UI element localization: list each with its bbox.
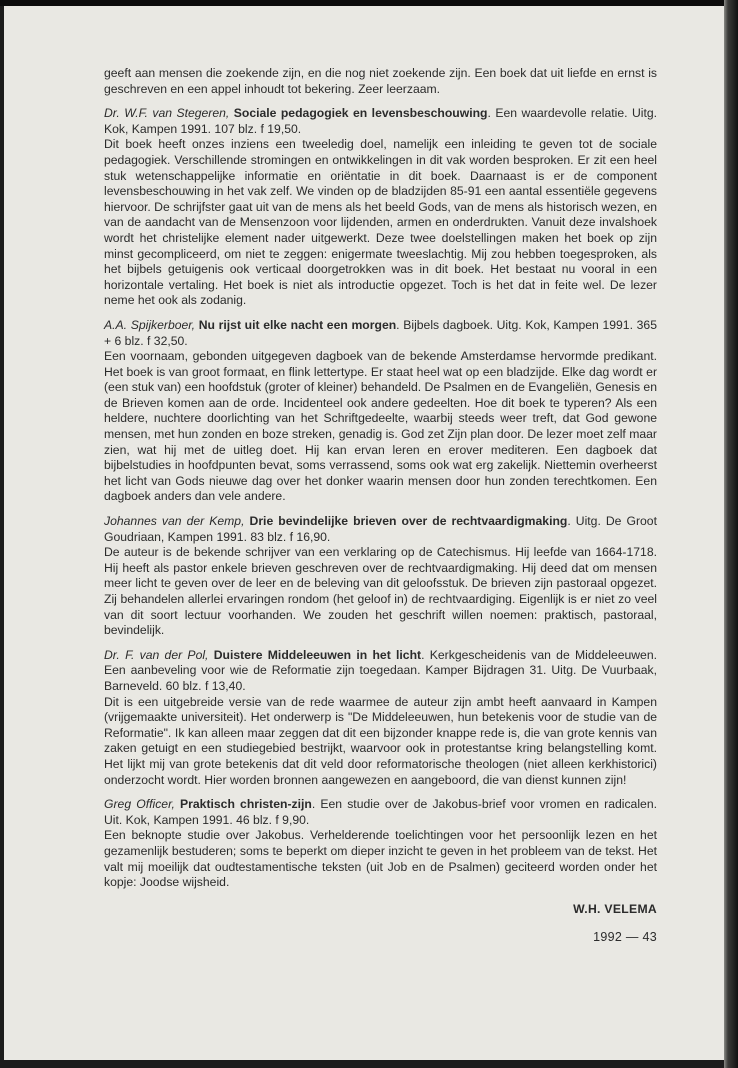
review-body: Een voornaam, gebonden uitgegeven dagboek van de bekende Amsterdamse hervormde predikant. Het boek is van groot formaat, en flink lettertype. Er staat heel wat op een bladzijde. Elke dag wordt er (een stuk van) een hoofdstuk (groter of kleiner) behandeld. De Psalmen en de Evangeliën, Genesis en de Brieven komen aan de orde. Incidenteel ook andere gedeelten. Hoe dit boek te typeren? Als een heldere, nuchtere doorlichting van het Schriftgedeelte, waarbij steeds weer treft, dat God gewone mensen, met hun zonden en boze streken, genadig is. God zet Zijn plan door. De lezer moet zelf maar zien, wat hij met de uitleg doet. Hij kan ervan leren en erover mediteren. Een dagboek dat bijbelstudies in hoofdpunten bevat, soms verrassend, soms ook wat erg zakelijk. Niettemin overheerst het licht van Gods nieuwe dag over het donker waarin mensen door hun zonden terechtkomen. Een dagboek anders dan vele andere. [104,349,657,504]
review-body: Een beknopte studie over Jakobus. Verhelderende toelichtingen voor het persoonlijk lezen en het gezamenlijk bestuderen; soms te beperkt om dieper inzicht te geven in het probleem van de tekst. Het valt mij moeilijk dat oudtestamentische teksten (uit Job en de Psalmen) geciteerd worden onder het kopje: Joodse wijsheid. [104,828,657,890]
review-body: De auteur is de bekende schrijver van een verklaring op de Catechismus. Hij leefde van 1664-1718. Hij heeft als pastor enkele brieven geschreven over de rechtvaardigmaking. Hij deed dat om mensen meer licht te geven over de leer en de beleving van dit geloofsstuk. De brieven zijn pastoraal opgezet. Zij behandelen allerlei ervaringen rondom (het geloof in) de rechtvaardiging. Eigenlijk is er niet zo veel van dit soort lectuur voorhanden. We zouden het geschrift willen noemen: praktisch, pastoraal, bevindelijk. [104,545,657,638]
review-entry [104,318,657,505]
review-author: Dr. W.F. van Stegeren, [104,106,230,121]
scan-right-edge [724,0,738,1068]
review-title: Sociale pedagogiek en levensbeschouwing [233,106,488,121]
intro-paragraph: geeft aan mensen die zoekende zijn, en die nog niet zoekende zijn. Een boek dat uit liefde en ernst is geschreven en een appel inhoudt tot bekering. Zeer leerzaam. [104,66,657,96]
page-content [104,66,657,946]
document-page [4,6,724,1060]
review-header [104,318,657,349]
review-author: A.A. Spijkerboer, [104,317,196,332]
review-header [104,106,657,137]
review-body: Dit boek heeft onzes inziens een tweeledig doel, namelijk een inleiding te geven tot de sociale pedagogiek. Verschillende stromingen en ontwikkelingen in dit vak worden besproken. Er zit een heel stuk wetenschappelijke informatie en oriëntatie in dit boek. Daarnaast is er de component levensbeschouwing in het vak zelf. We vinden op de bladzijden 85-91 een aantal essentiële gegevens hiervoor. De schrijfster gaat uit van de mens als het beeld Gods, van de mens als historisch wezen, en van de aandacht van de Mensenzoon voor lijdenden, armen en onderdrukten. Vanuit deze invalshoek wordt het christelijke element nader uitgewerkt. Deze twee doelstellingen maken het boek op zijn minst gecompliceerd, om niet te zeggen: enigermate tweeslachtig. Mij zou hebben toegesproken, als het bijbels getuigenis ook verticaal doorgetrokken was in dit boek. Het bestaat nu vooral in een horizontale vertaling. Het boek is niet als introductie opgezet. Toch is het dat in feite wel. De lezer neme het ook als zodanig. [104,137,657,308]
review-header [104,514,657,545]
author-signature: W.H. VELEMA [573,901,657,916]
review-title: Nu rijst uit elke nacht een morgen [198,317,397,332]
review-details: . Bijbels dagboek. Uitg. Kok, Kampen 1991. 365 + 6 blz. f 32,50. [104,317,657,348]
review-author: Johannes van der Kemp, [104,514,245,529]
review-details: . Een waardevolle relatie. Uitg. Kok, Kampen 1991. 107 blz. f 19,50. [104,106,657,136]
review-title: Duistere Middeleeuwen in het licht [213,647,422,662]
review-entry [104,106,657,309]
review-author: Dr. F. van der Pol, [104,647,209,662]
review-entry [104,648,657,788]
review-details: . Uitg. De Groot Goudriaan, Kampen 1991. 83 blz. f 16,90. [104,514,657,544]
page-number: 1992 — 43 [593,930,657,945]
review-body: Dit is een uitgebreide versie van de rede waarmee de auteur zijn ambt heeft aanvaard in Kampen (vrijgemaakte universiteit). Het onderwerp is "De Middeleeuwen, hun betekenis voor de studie van de Reformatie". Ik kan alleen maar zeggen dat dit een bijzonder knappe rede is, die van grote kennis van zaken getuigt en een studiegebied bestrijkt, waarvoor ook in protestantse kring belangstelling komt. Het lijkt mij van grote betekenis dat dit veld door reformatorische theologen (niet alleen kerkhistorici) onderzocht wordt. Hier worden bronnen aangewezen en aangeboord, die van dienst kunnen zijn! [104,694,657,787]
review-header [104,797,657,828]
review-author: Greg Officer, [104,797,175,812]
review-entry [104,514,657,639]
review-header [104,648,657,695]
review-title: Praktisch christen-zijn [180,797,312,812]
review-title: Drie bevindelijke brieven over de rechtvaardigmaking [249,514,568,529]
review-entry [104,797,657,891]
review-details: . Een studie over de Jakobus-brief voor vromen en radicalen. Uit. Kok, Kampen 1991. 46 blz. f 9,90. [104,797,657,827]
review-details: . Kerkgescheidenis van de Middeleeuwen. Een aanbeveling voor wie de Reformatie zijn toegedaan. Kamper Bijdragen 31. Uitg. De Vuurbaak, Barneveld. 60 blz. f 13,40. [104,647,657,693]
